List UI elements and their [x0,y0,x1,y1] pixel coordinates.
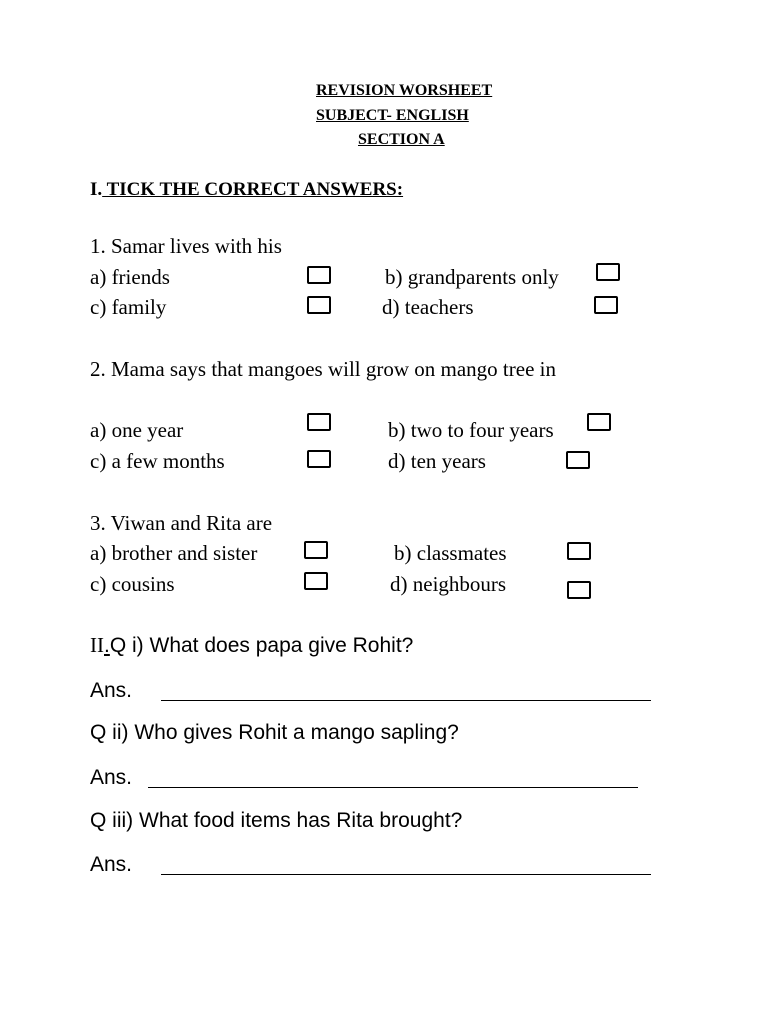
section-label: SECTION A [358,131,445,148]
question-1-option-c: c) family [90,295,167,319]
question-2-option-c-checkbox[interactable] [307,450,331,468]
question-2-text: 2. Mama says that mangoes will grow on mango tree in [90,357,556,381]
question-i-text: Q i) What does papa give Rohit? [109,634,414,657]
question-3-option-a: a) brother and sister [90,541,258,565]
answer-i-line[interactable] [161,700,651,701]
question-2-option-d: d) ten years [388,449,486,473]
question-2-option-b: b) two to four years [388,418,554,442]
question-3-option-a-checkbox[interactable] [304,541,328,559]
answer-iii-line[interactable] [161,874,651,875]
section-one-title: TICK THE CORRECT ANSWERS: [102,179,404,200]
question-2-option-a: a) one year [90,418,184,442]
question-1-option-d-checkbox[interactable] [594,296,618,314]
answer-iii-label: Ans. [90,853,133,876]
question-1-option-a: a) friends [90,265,170,289]
question-3-option-d: d) neighbours [390,572,507,596]
question-2-option-b-checkbox[interactable] [587,413,611,431]
answer-ii-label: Ans. [90,766,133,789]
question-2-option-d-checkbox[interactable] [566,451,590,469]
question-3-option-c-checkbox[interactable] [304,572,328,590]
section-two-q1 [90,633,413,658]
question-3-option-c: c) cousins [90,572,175,596]
subject-label: SUBJECT- ENGLISH [316,107,469,124]
question-1-option-b: b) grandparents only [385,265,559,289]
question-2-option-a-checkbox[interactable] [307,413,331,431]
question-ii-text: Q ii) Who gives Rohit a mango sapling? [90,721,459,744]
question-1-option-a-checkbox[interactable] [307,266,331,284]
worksheet-title: REVISION WORSHEET [316,82,493,99]
section-two-number: II [90,633,104,657]
question-3-option-d-checkbox[interactable] [567,581,591,599]
question-3-option-b-checkbox[interactable] [567,542,591,560]
section-one-number: I. [90,179,103,200]
question-3-text: 3. Viwan and Rita are [90,511,273,535]
question-1-text: 1. Samar lives with his [90,234,282,258]
question-1-option-d: d) teachers [382,295,474,319]
question-3-option-b: b) classmates [394,541,507,565]
question-2-option-c: c) a few months [90,449,225,473]
question-iii-text: Q iii) What food items has Rita brought? [90,809,463,832]
section-one-heading [90,179,403,201]
answer-i-label: Ans. [90,679,133,702]
question-1-option-b-checkbox[interactable] [596,263,620,281]
answer-ii-line[interactable] [148,787,638,788]
section-two-dot: . [104,634,110,657]
question-1-option-c-checkbox[interactable] [307,296,331,314]
